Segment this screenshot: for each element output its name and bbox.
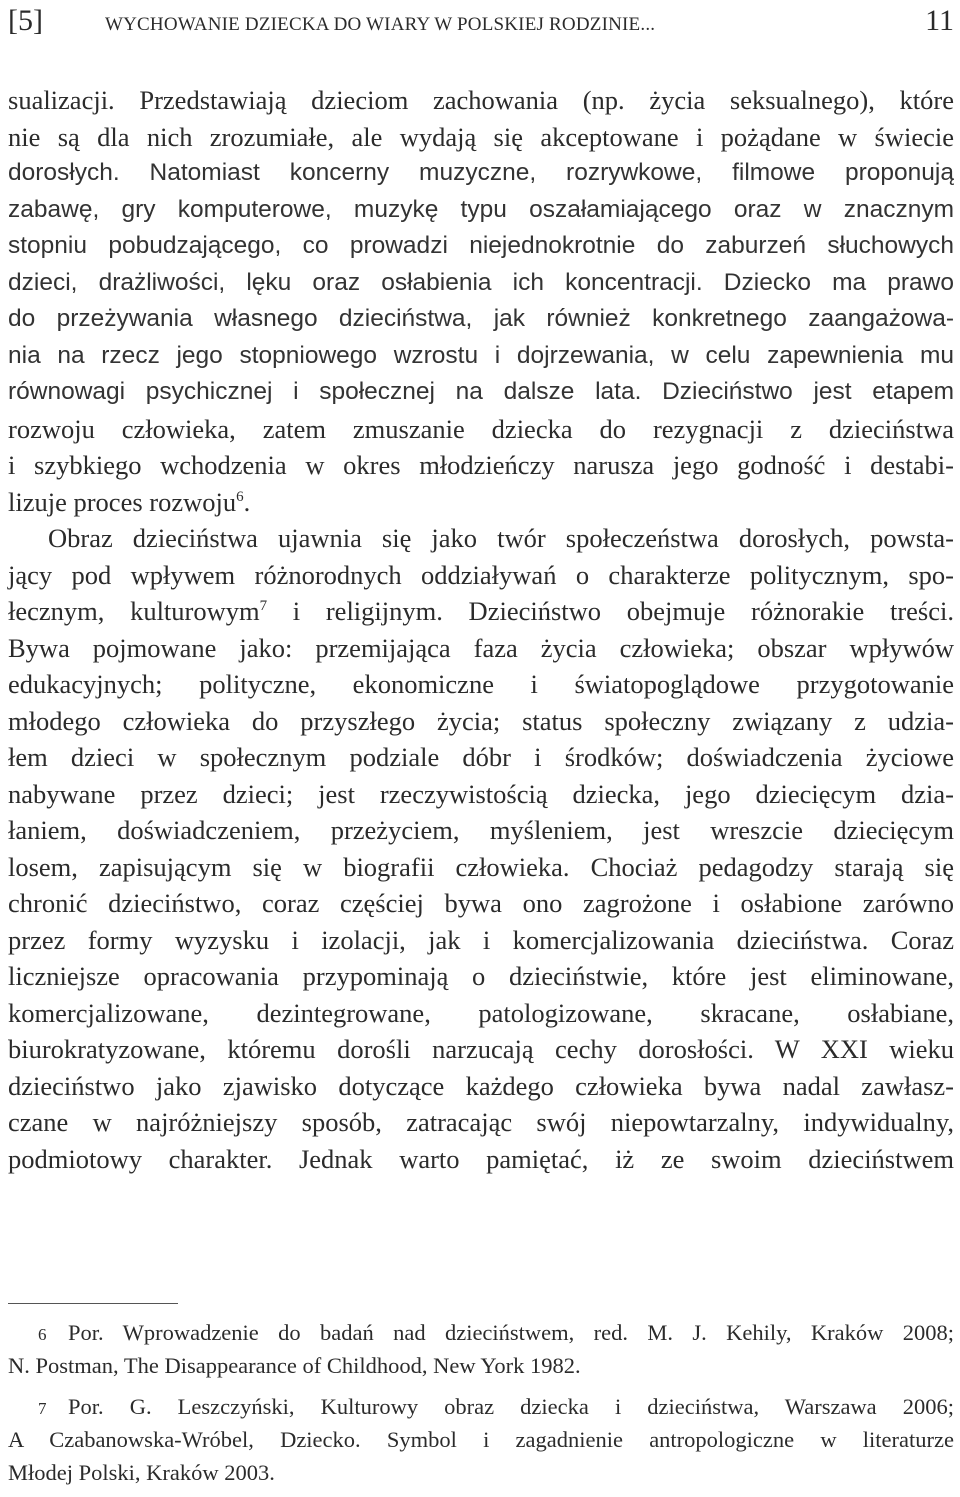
text-line: stopniu pobudzającego, co prowadzi niejednokrotnie do zaburzeń słuchowych: [8, 232, 954, 259]
text-line-last: [8, 484, 954, 521]
footnote-ref-7[interactable]: 7: [259, 598, 268, 615]
text-line: liczniejsze opracowania przypominają o dzieciństwie, które jest eliminowane,: [8, 961, 954, 991]
text-line: do przeżywania własnego dzieciństwa, jak również konkretnego zaangażowa-: [8, 305, 954, 332]
text-line: zabawę, gry komputerowe, muzykę typu oszałamiającego oraz w znacznym: [8, 195, 954, 223]
text-fragment: .: [243, 486, 251, 517]
running-title: WYCHOWANIE DZIECKA DO WIARY W POLSKIEJ RODZINIE...: [104, 14, 656, 35]
text-fragment: łecznym, kulturowym: [8, 596, 260, 626]
text-line: losem, zapisującym się w biografii człowieka. Chociaż pedagodzy starają się: [8, 851, 954, 882]
text-line: czane w najróżniejszy sposób, zatracając swój niepowtarzalny, indywidualny,: [8, 1107, 954, 1137]
text-line: łem dzieci w społecznym podziale dóbr i środków; doświadczenia życiowe: [8, 742, 954, 772]
footnote-line: A Czabanowska-Wróbel, Dziecko. Symbol i zagadnienie antropologiczne w literaturze: [8, 1427, 954, 1452]
footnote-7: [8, 1390, 954, 1489]
text-fragment: i religijnym. Dzieciństwo obejmuje różnorakie treści.: [267, 596, 954, 626]
text-line: edukacyjnych; polityczne, ekonomiczne i światopoglądowe przygotowanie: [8, 669, 954, 699]
text-line: jący pod wpływem różnorodnych oddziaływań o charakterze politycznym, spo-: [8, 559, 954, 590]
text-line: biurokratyzowane, któremu dorośli narzucają cechy dorosłości. W XXI wieku: [8, 1034, 954, 1064]
text-line: Obraz dzieciństwa ujawnia się jako twór społeczeństwa dorosłych, powsta-: [48, 523, 954, 553]
text-line: sualizacji. Przedstawiają dzieciom zachowania (np. życia seksualnego), które: [8, 85, 954, 115]
text-line: podmiotowy charakter. Jednak warto pamiętać, iż ze swoim dzieciństwem: [8, 1143, 954, 1174]
footnote-6: [8, 1316, 954, 1382]
footnote-number: 7: [38, 1399, 47, 1418]
text-line: dzieciństwo jako zjawisko dotyczące każdego człowieka bywa nadal zawłasz-: [8, 1070, 954, 1101]
footnote-number: 6: [38, 1325, 47, 1344]
page-number: 11: [925, 4, 954, 37]
footnote-line: [8, 1390, 954, 1423]
footnote-line: N. Postman, The Disappearance of Childhood, New York 1982.: [8, 1353, 581, 1378]
footnotes: [8, 1316, 954, 1497]
text-fragment: lizuje proces rozwoju: [8, 486, 237, 517]
footnote-line: [8, 1316, 954, 1349]
document-page: [8, 0, 954, 1485]
text-line: równowagi psychicznej i społecznej na dalsze lata. Dzieciństwo jest etapem: [8, 378, 954, 405]
text-line: komercjalizowane, dezintegrowane, patologizowane, skracane, osłabiane,: [8, 997, 954, 1028]
footnote-separator: [8, 1303, 178, 1304]
text-line: Bywa pojmowane jako: przemijająca faza życia człowieka; obszar wpływów: [8, 632, 954, 663]
text-line: nia na rzecz jego stopniowego wzrostu i dojrzewania, w celu zapewnienia mu: [8, 341, 954, 369]
text-line: [8, 593, 954, 630]
text-line: młodego człowieka do przyszłego życia; status społeczny związany z udzia-: [8, 705, 954, 736]
text-line: chronić dzieciństwo, coraz częściej bywa ono zagrożone i osłabione zarówno: [8, 888, 954, 918]
text-line: przez formy wyzysku i izolacji, jak i komercjalizowania dzieciństwa. Coraz: [8, 924, 954, 955]
text-line: dzieci, drażliwości, lęku oraz osłabienia ich koncentracji. Dziecko ma prawo: [8, 268, 954, 296]
text-line: rozwoju człowieka, zatem zmuszanie dziecka do rezygnacji z dzieciństwa: [8, 413, 954, 444]
paragraph-1: [8, 82, 954, 520]
text-line: i szybkiego wchodzenia w okres młodzieńczy narusza jego godność i destabi-: [8, 450, 954, 480]
text-line: dorosłych. Natomiast koncerny muzyczne, rozrywkowe, filmowe proponują: [8, 159, 954, 186]
running-header: [8, 0, 954, 44]
footnote-ref-6[interactable]: 6: [236, 488, 244, 505]
footnote-text: Por. G. Leszczyński, Kulturowy obraz dziecka i dzieciństwa, Warszawa 2006;: [68, 1394, 954, 1419]
text-line: nabywane przez dzieci; jest rzeczywistością dziecka, jego dziecięcym dzia-: [8, 778, 954, 809]
text-line: nie są dla nich zrozumiałe, ale wydają się akceptowane i pożądane w świecie: [8, 121, 954, 152]
paragraph-2: [8, 520, 954, 1177]
text-line: łaniem, doświadczeniem, przeżyciem, myśleniem, jest wreszcie dziecięcym: [8, 815, 954, 845]
footnote-text: Por. Wprowadzenie do badań nad dzieciństwem, red. M. J. Kehily, Kraków 2008;: [68, 1320, 954, 1345]
footnote-line: Młodej Polski, Kraków 2003.: [8, 1460, 275, 1485]
body-text: [8, 82, 954, 1177]
section-number: [5]: [8, 4, 43, 37]
